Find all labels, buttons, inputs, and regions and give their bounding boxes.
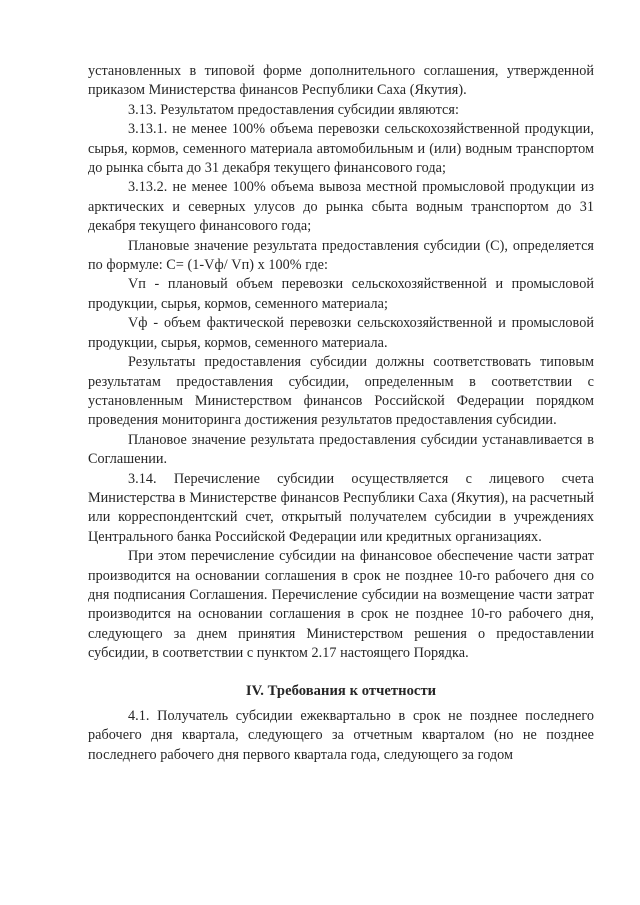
paragraph-3-13-1: 3.13.1. не менее 100% объема перевозки сельскохозяйственной продукции, сырья, кормов, семенного материала автомобильным и (или) водным транспортом до рынка сбыта до 31 декабря текущего финансового года; xyxy=(88,121,594,177)
paragraph-transfer-terms: При этом перечисление субсидии на финансовое обеспечение части затрат производится на основании соглашения в срок не позднее 10-го рабочего дня со дня подписания Соглашения. Перечисление субсидии на возмещение части затрат производится на основании соглашения в срок не позднее 10-го рабочего дня, следующего за днем принятия Министерством решения о предоставлении субсидии, в соответствии с пунктом 2.17 настоящего Порядка. xyxy=(88,548,594,662)
paragraph-vp-definition: Vп - плановый объем перевозки сельскохозяйственной и промысловой продукции, сырья, кормов, семенного материала; xyxy=(88,276,594,312)
paragraph-intro: установленных в типовой форме дополнительного соглашения, утвержденной приказом Министерства финансов Республики Саха (Якутия). xyxy=(88,63,594,99)
paragraph-3-13-2: 3.13.2. не менее 100% объема вывоза местной промысловой продукции из арктических и северных улусов до рынка сбыта водным транспортом до 31 декабря текущего финансового года; xyxy=(88,179,594,235)
paragraph-formula: Плановые значение результата предоставления субсидии (С), определяется по формуле: С= (1-Vф/ Vп) х 100% где: xyxy=(88,237,594,274)
paragraph-vf-definition: Vф - объем фактической перевозки сельскохозяйственной и промысловой продукции, сырья, кормов, семенного материала. xyxy=(88,315,594,351)
section-heading: IV. Требования к отчетности xyxy=(245,682,437,699)
paragraph-3-13: 3.13. Результатом предоставления субсидии являются: xyxy=(128,101,459,118)
paragraph-4-1: 4.1. Получатель субсидии ежеквартально в срок не позднее последнего рабочего дня квартала, следующего за отчетным кварталом (но не позднее последнего рабочего дня первого квартала года, следующего за годом xyxy=(88,708,594,763)
paragraph-3-14: 3.14. Перечисление субсидии осуществляется с лицевого счета Министерства в Министерстве финансов Республики Саха (Якутия), на расчетный или корреспондентский счет, открытый получателем субсидии в учреждениях Центрального банка Российской Федерации или кредитных организациях. xyxy=(88,470,594,545)
paragraph-planned-value: Плановое значение результата предоставления субсидии устанавливается в Соглашении. xyxy=(88,431,594,468)
document-page xyxy=(88,62,594,765)
paragraph-results-compliance: Результаты предоставления субсидии должны соответствовать типовым результатам предоставления субсидии, определенным в соответствии с установленным Министерством финансов Российской Федерации порядком проведения мониторинга достижения результатов предоставления субсидии. xyxy=(88,354,594,429)
